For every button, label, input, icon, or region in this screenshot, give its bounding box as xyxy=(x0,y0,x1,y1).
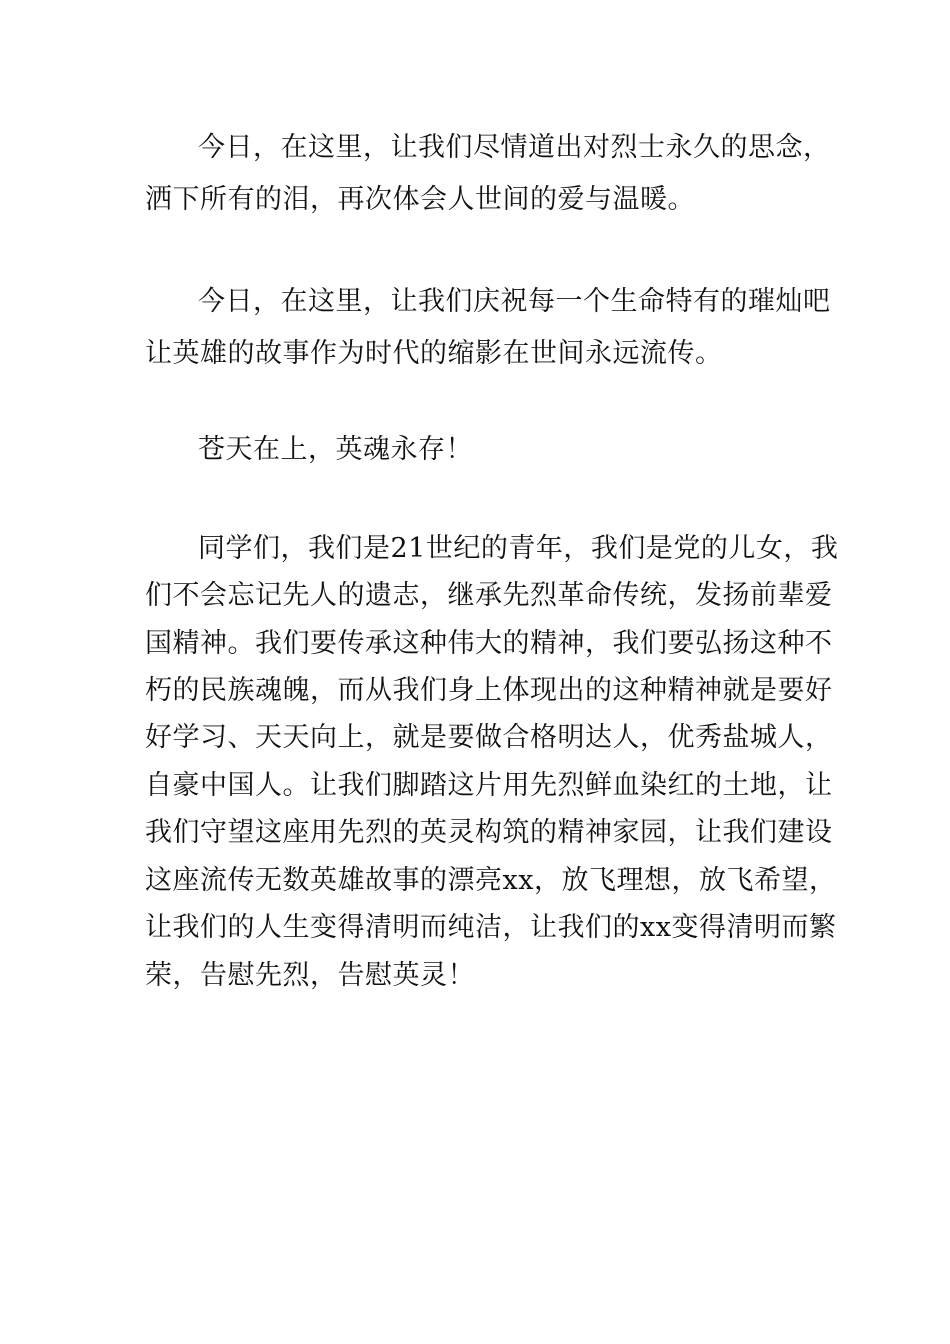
paragraph-line: 这座流传无数英雄故事的漂亮xx，放飞理想，放飞希望， xyxy=(145,865,837,896)
paragraph-line: 荣，告慰先烈，告慰英灵！ xyxy=(145,960,475,991)
paragraph-line: 让英雄的故事作为时代的缩影在世间永远流传。 xyxy=(145,338,723,369)
paragraph-line: 我们守望这座用先烈的英灵构筑的精神家园，让我们建设 xyxy=(145,817,833,848)
paragraph-line: 同学们，我们是21世纪的青年，我们是党的儿女，我 xyxy=(198,533,839,564)
paragraph-line: 今日，在这里，让我们庆祝每一个生命特有的璀灿吧 xyxy=(198,286,831,317)
paragraph-line: 让我们的人生变得清明而纯洁，让我们的xx变得清明而繁 xyxy=(145,912,837,943)
paragraph-line: 们不会忘记先人的遗志，继承先烈革命传统，发扬前辈爱 xyxy=(145,580,833,611)
paragraph-line: 今日，在这里，让我们尽情道出对烈士永久的思念， xyxy=(198,132,831,163)
paragraph-line: 洒下所有的泪，再次体会人世间的爱与温暖。 xyxy=(145,184,695,215)
paragraph-line: 朽的民族魂魄，而从我们身上体现出的这种精神就是要好 xyxy=(145,675,833,706)
paragraph-line: 国精神。我们要传承这种伟大的精神，我们要弘扬这种不 xyxy=(145,628,833,659)
paragraph-line: 苍天在上，英魂永存！ xyxy=(198,434,473,465)
paragraph-line: 自豪中国人。让我们脚踏这片用先烈鲜血染红的土地，让 xyxy=(145,770,833,801)
paragraph-line: 好学习、天天向上，就是要做合格明达人，优秀盐城人， xyxy=(145,722,833,753)
